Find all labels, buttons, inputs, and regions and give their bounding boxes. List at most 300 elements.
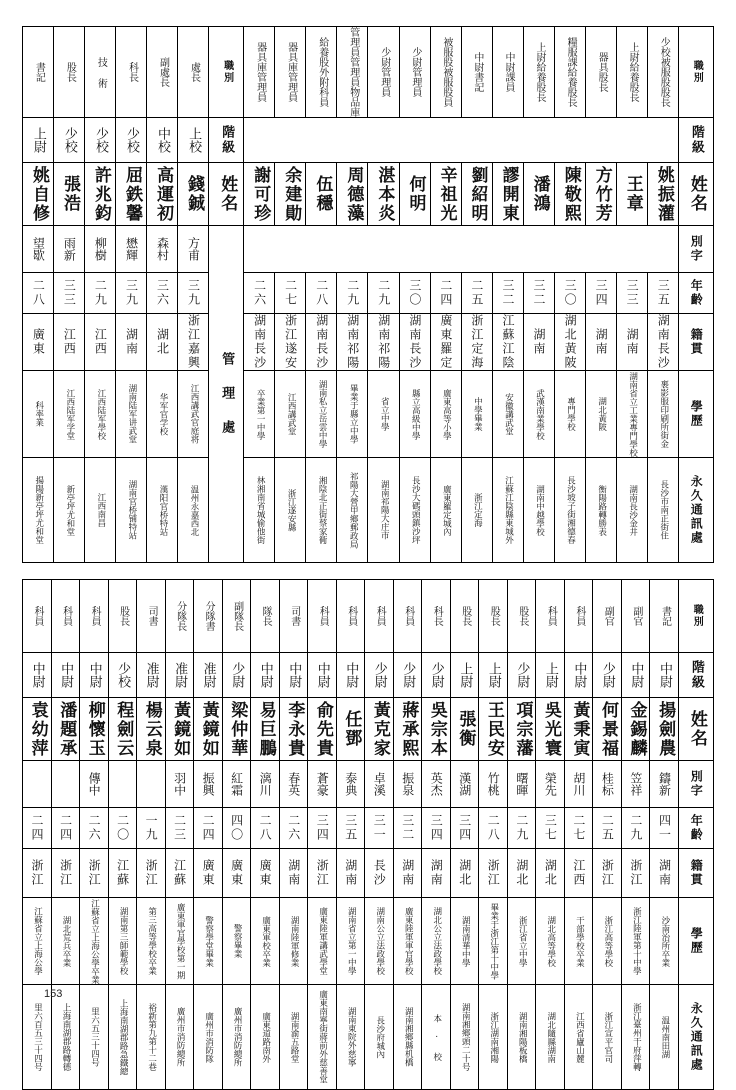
cell-alias: 桂标: [593, 761, 622, 808]
cell-age: 二九: [368, 273, 399, 314]
cell-name: 劉紹明: [461, 163, 492, 226]
row-label-address-right: 永久通訊處: [679, 458, 714, 563]
cell-name: 錢鋮: [178, 163, 209, 226]
cell-address: 浙江湖南湘陽: [479, 985, 508, 1090]
row-label-title-right: 職別: [679, 580, 714, 653]
cell-age: 二五: [461, 273, 492, 314]
cell-address: 上海南湖郡路急鐵總: [108, 985, 137, 1090]
cell-address: 温州永嘉西北: [178, 458, 209, 563]
cell-address: 湖南長沙金井: [616, 458, 647, 563]
cell-origin: 湖北: [536, 849, 565, 898]
cell-rank: 中尉: [23, 653, 52, 698]
cell-title: 科長: [116, 27, 147, 118]
cell-rank: 上尉: [23, 118, 54, 163]
cell-address: 本 · 校: [422, 985, 451, 1090]
table-row: [23, 849, 714, 898]
cell-address: 湖南湘鄉頭二十号: [450, 985, 479, 1090]
cell-rank: 中尉: [650, 653, 679, 698]
cell-age: 三二: [523, 273, 554, 314]
cell-school: 廣東軍官學校第一期: [165, 898, 194, 985]
cell-school: 湖南陆军讲武堂: [116, 371, 147, 458]
cell-address: 湖南湘鄉縣机橋: [393, 985, 422, 1090]
cell-title: 技 術: [85, 27, 116, 118]
cell-title: 司書: [279, 580, 308, 653]
cell-origin: 廣東: [194, 849, 223, 898]
cell-age: 三九: [116, 273, 147, 314]
cell-address: 長沙府城內: [365, 985, 394, 1090]
cell-title: 處長: [178, 27, 209, 118]
row-label-rank: 階級: [209, 118, 244, 163]
cell-age: 三二: [393, 808, 422, 849]
cell-address: 廣州市消防總所: [222, 985, 251, 1090]
cell-age: 二九: [621, 808, 650, 849]
cell-age: 二九: [507, 808, 536, 849]
cell-name: 何明: [399, 163, 430, 226]
cell-name: 張衡: [450, 698, 479, 761]
cell-title: 股長: [54, 27, 85, 118]
cell-age: 二七: [275, 273, 306, 314]
cell-name: 袁幼萍: [23, 698, 52, 761]
cell-address: 廣州市消防總所: [165, 985, 194, 1090]
cell-rank: 少校: [116, 118, 147, 163]
page-number: 153: [44, 988, 63, 1000]
cell-alias: 雨新: [54, 226, 85, 273]
cell-rank: 中校: [147, 118, 178, 163]
cell-title: 科員: [393, 580, 422, 653]
cell-title: 副處長: [147, 27, 178, 118]
table-gap: [22, 563, 714, 579]
cell-name: 黃鏡如: [194, 698, 223, 761]
cell-name: 方竹芳: [585, 163, 616, 226]
row-label-name-right: 姓名: [679, 698, 714, 761]
cell-title: 上尉給養股長: [523, 27, 554, 118]
cell-age: 三五: [336, 808, 365, 849]
table-row: [23, 118, 714, 163]
cell-address: 湖南官桥铺特站: [116, 458, 147, 563]
cell-alias: 望歇: [23, 226, 54, 273]
cell-school: 警察畢業: [222, 898, 251, 985]
cell-origin: 長沙: [365, 849, 394, 898]
cell-name: 項宗藩: [507, 698, 536, 761]
cell-name: 吳宗本: [422, 698, 451, 761]
cell-rank: 少尉: [593, 653, 622, 698]
row-label-title-right: 職別: [679, 27, 714, 118]
cell-title: 股長: [450, 580, 479, 653]
cell-age: 三二: [492, 273, 523, 314]
table-row: [23, 898, 714, 985]
cell-rank: 少尉: [222, 653, 251, 698]
cell-age: 三〇: [554, 273, 585, 314]
cell-age: 二八: [306, 273, 337, 314]
cell-school: 專門學校: [554, 371, 585, 458]
cell-name: 程劍云: [108, 698, 137, 761]
cell-address: 廣東南寧街蔣前外慈善堂: [308, 985, 337, 1090]
cell-title: 中尉課員: [492, 27, 523, 118]
cell-name: 潘題承: [51, 698, 80, 761]
cell-school: 湖南省立工業專門學校: [616, 371, 647, 458]
cell-name: 周德藻: [337, 163, 368, 226]
cell-origin: 浙江定海: [461, 314, 492, 371]
table-row: [23, 163, 714, 226]
cell-address: 長沙大碼頭鎮沙坪: [399, 458, 430, 563]
cell-origin: 浙江遂安: [275, 314, 306, 371]
cell-school: 湖南私立岳雲中學: [306, 371, 337, 458]
cell-origin: 浙江: [479, 849, 508, 898]
cell-age: 四一: [650, 808, 679, 849]
cell-rank-merged: [244, 118, 679, 163]
cell-origin: 江西: [54, 314, 85, 371]
cell-address: 湖北隨縣湖南: [536, 985, 565, 1090]
cell-alias: 森村: [147, 226, 178, 273]
cell-origin: 廣東羅定: [430, 314, 461, 371]
cell-alias: 泰典: [336, 761, 365, 808]
cell-alias: 卓溪: [365, 761, 394, 808]
cell-origin: 湖南: [422, 849, 451, 898]
cell-origin: 廣東: [222, 849, 251, 898]
cell-origin: 湖南: [116, 314, 147, 371]
cell-school: 江西陆军學校: [85, 371, 116, 458]
cell-rank: 少校: [85, 118, 116, 163]
cell-age: 三三: [54, 273, 85, 314]
roster-table-top: [22, 26, 714, 563]
cell-age: 三四: [585, 273, 616, 314]
cell-rank: 中尉: [51, 653, 80, 698]
cell-origin: 浙江嘉興: [178, 314, 209, 371]
cell-school: 安徽講武堂: [492, 371, 523, 458]
cell-alias: 振興: [194, 761, 223, 808]
cell-origin: 湖南: [523, 314, 554, 371]
cell-origin: 湖北: [507, 849, 536, 898]
cell-title: 副官: [621, 580, 650, 653]
cell-name: 梁仲華: [222, 698, 251, 761]
cell-rank: 上尉: [450, 653, 479, 698]
cell-age: 三一: [365, 808, 394, 849]
cell-school: 江西講武官庭将: [178, 371, 209, 458]
row-label-alias-right: 別字: [679, 761, 714, 808]
row-label-origin-right: 籍貫: [679, 314, 714, 371]
cell-rank: 中尉: [564, 653, 593, 698]
cell-address: 浙江定海: [461, 458, 492, 563]
cell-title: 分隊書: [194, 580, 223, 653]
cell-title: 少校被服股股長: [647, 27, 678, 118]
cell-age: 二六: [80, 808, 109, 849]
cell-alias: 春英: [279, 761, 308, 808]
row-label-alias-right: 別字: [679, 226, 714, 273]
cell-age: 二九: [85, 273, 116, 314]
cell-address: 廣東羅定城內: [430, 458, 461, 563]
table-row: [23, 273, 714, 314]
cell-rank: 中尉: [336, 653, 365, 698]
cell-origin: 江蘇: [108, 849, 137, 898]
cell-age: 二六: [279, 808, 308, 849]
row-label-age-right: 年齡: [679, 273, 714, 314]
cell-title: 司書: [137, 580, 166, 653]
cell-origin: 浙江: [308, 849, 337, 898]
cell-title: 科員: [536, 580, 565, 653]
cell-alias: 柳樹: [85, 226, 116, 273]
cell-name: 姚自修: [23, 163, 54, 226]
cell-school: 縣立高級中學: [399, 371, 430, 458]
cell-title: 股長: [108, 580, 137, 653]
cell-address: 長沙市南正街住: [647, 458, 678, 563]
cell-origin: 湖北黃陂: [554, 314, 585, 371]
cell-alias: 懋輝: [116, 226, 147, 273]
cell-name: 黃克家: [365, 698, 394, 761]
cell-rank: 少尉: [393, 653, 422, 698]
cell-origin: 湖南長沙: [306, 314, 337, 371]
cell-address: 廣東道路南外: [251, 985, 280, 1090]
cell-rank: 准尉: [194, 653, 223, 698]
cell-address: 祁陽大營甲鄉郵政局: [337, 458, 368, 563]
cell-school: 浙江省立中學: [507, 898, 536, 985]
cell-origin: 浙江: [593, 849, 622, 898]
table-row: [23, 761, 714, 808]
cell-title: 少尉管理員: [368, 27, 399, 118]
cell-title: 書記: [650, 580, 679, 653]
row-label-name-right: 姓名: [679, 163, 714, 226]
cell-origin: 湖南: [279, 849, 308, 898]
cell-address: 裕新第九第十二巷: [137, 985, 166, 1090]
cell-school: 裹影服印刷所街金: [647, 371, 678, 458]
cell-school: 江蘇省立上海公學卒業: [80, 898, 109, 985]
cell-alias-merged: [244, 226, 679, 273]
cell-address: 長沙坡子街湘德春: [554, 458, 585, 563]
cell-age: 二八: [479, 808, 508, 849]
table-row: [23, 808, 714, 849]
cell-title: 器具庫管理員: [244, 27, 275, 118]
cell-age: 三四: [450, 808, 479, 849]
cell-name: 柳懷玉: [80, 698, 109, 761]
cell-origin: 湖南長沙: [244, 314, 275, 371]
cell-alias: 蒼豪: [308, 761, 337, 808]
cell-rank: 中尉: [308, 653, 337, 698]
cell-address: 湖南祁陽大庄市: [368, 458, 399, 563]
cell-title: 副官: [593, 580, 622, 653]
table-row: [23, 314, 714, 371]
cell-name: 謬開東: [492, 163, 523, 226]
cell-origin: 浙江: [80, 849, 109, 898]
cell-age: 二〇: [108, 808, 137, 849]
cell-origin: 湖南祁陽: [337, 314, 368, 371]
cell-name: 何景福: [593, 698, 622, 761]
cell-age: 二七: [564, 808, 593, 849]
cell-school: 沙南治所卒業: [650, 898, 679, 985]
row-label-origin-right: 籍貫: [679, 849, 714, 898]
cell-address: 里六百五三十四号: [23, 985, 52, 1090]
cell-origin: 浙江: [137, 849, 166, 898]
cell-school: 廣東軍校卒業: [251, 898, 280, 985]
cell-alias: 榮先: [536, 761, 565, 808]
cell-age: 二八: [23, 273, 54, 314]
cell-name: 潘鴻: [523, 163, 554, 226]
cell-school: 第三高等學校卒業: [137, 898, 166, 985]
cell-name: 屈鉄馨: [116, 163, 147, 226]
cell-address: 漢阳官桥特站: [147, 458, 178, 563]
cell-title: 器具股長: [585, 27, 616, 118]
cell-alias: [137, 761, 166, 808]
cell-school: 廣東高等小學: [430, 371, 461, 458]
cell-title: 中尉書記: [461, 27, 492, 118]
cell-title: 書記: [23, 27, 54, 118]
cell-name: 伍穩: [306, 163, 337, 226]
cell-name: 揚劍農: [650, 698, 679, 761]
cell-address: 湖南中越學校: [523, 458, 554, 563]
cell-rank: 少尉: [365, 653, 394, 698]
cell-address: 温州南田湖: [650, 985, 679, 1090]
cell-alias: 羽中: [165, 761, 194, 808]
cell-school: 畢業于縣立中學: [337, 371, 368, 458]
table-row: [23, 27, 714, 118]
cell-address: 浙江宣平官司: [593, 985, 622, 1090]
cell-address: 揚陽新亭坪尤和堂: [23, 458, 54, 563]
cell-title: 管理員管理員物品庫: [337, 27, 368, 118]
cell-age: 二六: [244, 273, 275, 314]
cell-age: 二五: [593, 808, 622, 849]
cell-rank: 中尉: [279, 653, 308, 698]
cell-title: 副隊長: [222, 580, 251, 653]
cell-alias: [108, 761, 137, 808]
cell-origin: 湖南: [585, 314, 616, 371]
cell-school: 武漢南業學校: [523, 371, 554, 458]
cell-school: 浙江陸軍第十中學: [621, 898, 650, 985]
cell-origin: 江西: [85, 314, 116, 371]
cell-school: 湖北荒兵卒業: [51, 898, 80, 985]
cell-name: 姚振灌: [647, 163, 678, 226]
cell-name: 張浩: [54, 163, 85, 226]
cell-rank: 少校: [108, 653, 137, 698]
cell-school: 湖北高等學校: [536, 898, 565, 985]
cell-school: 湖南陸軍修業: [279, 898, 308, 985]
cell-name: 蔣承熙: [393, 698, 422, 761]
cell-alias: 英杰: [422, 761, 451, 808]
cell-origin: 浙江: [621, 849, 650, 898]
cell-title: 分隊長: [165, 580, 194, 653]
cell-name: 許兆鈞: [85, 163, 116, 226]
cell-origin: 廣東: [23, 314, 54, 371]
cell-rank: 上尉: [536, 653, 565, 698]
cell-origin: 湖南長沙: [399, 314, 430, 371]
cell-name: 楊云泉: [137, 698, 166, 761]
cell-school: 中學畢業: [461, 371, 492, 458]
row-label-school-right: 學歷: [679, 898, 714, 985]
cell-title: 被服股被服股員: [430, 27, 461, 118]
cell-address: 里六五三十四号: [80, 985, 109, 1090]
cell-origin: 浙江: [23, 849, 52, 898]
cell-school: 江西講武堂: [275, 371, 306, 458]
cell-address: 湖南東院外慈寧: [336, 985, 365, 1090]
cell-title: 科員: [336, 580, 365, 653]
cell-name: 任鄧: [336, 698, 365, 761]
cell-name: 謝可珍: [244, 163, 275, 226]
cell-name: 俞先貴: [308, 698, 337, 761]
row-label-school-right: 學歷: [679, 371, 714, 458]
cell-address: 湖南渝五路堂: [279, 985, 308, 1090]
cell-address: 廣州市消防隊: [194, 985, 223, 1090]
cell-rank: 上尉: [479, 653, 508, 698]
cell-alias: 竹桃: [479, 761, 508, 808]
row-label-rank-right: 階級: [679, 118, 714, 163]
cell-age: 二九: [337, 273, 368, 314]
cell-origin: 湖南: [650, 849, 679, 898]
cell-school: 湖南第三師範學校: [108, 898, 137, 985]
cell-title: 科員: [80, 580, 109, 653]
cell-title: 少尉管理員: [399, 27, 430, 118]
table-row: [23, 698, 714, 761]
cell-age: 三四: [308, 808, 337, 849]
cell-alias: [23, 761, 52, 808]
cell-address: 浙江臺州干府萍轉: [621, 985, 650, 1090]
cell-age: 三四: [422, 808, 451, 849]
roster-table-bottom: [22, 579, 714, 1090]
row-label-title: 職別: [209, 27, 244, 118]
cell-rank: 少尉: [422, 653, 451, 698]
cell-origin: 江蘇江陰: [492, 314, 523, 371]
cell-alias: 鑄新: [650, 761, 679, 808]
cell-school: 华军官学校: [147, 371, 178, 458]
cell-origin: 湖北: [450, 849, 479, 898]
cell-age: 三七: [536, 808, 565, 849]
cell-title: 科員: [51, 580, 80, 653]
cell-age: 三六: [147, 273, 178, 314]
cell-origin: 湖南: [336, 849, 365, 898]
cell-rank: 准尉: [137, 653, 166, 698]
cell-school: 浙江高等學校: [593, 898, 622, 985]
cell-origin: 浙江: [51, 849, 80, 898]
cell-age: 二四: [430, 273, 461, 314]
cell-origin: 江西: [564, 849, 593, 898]
cell-title: 股長: [479, 580, 508, 653]
cell-name: 易巨鵬: [251, 698, 280, 761]
cell-school: 畢業于浙江第十中學: [479, 898, 508, 985]
cell-title: 科員: [308, 580, 337, 653]
cell-rank: 中尉: [621, 653, 650, 698]
cell-school: 湖南省立第一中學: [336, 898, 365, 985]
cell-title: 隊長: [251, 580, 280, 653]
cell-address: 衡陽路轉勝表: [585, 458, 616, 563]
cell-origin: 湖南祁陽: [368, 314, 399, 371]
cell-alias: 漓川: [251, 761, 280, 808]
management-label: 管 理 處: [209, 226, 244, 563]
cell-alias: 笠祥: [621, 761, 650, 808]
cell-origin: 湖南長沙: [647, 314, 678, 371]
cell-name: 辛祖光: [430, 163, 461, 226]
cell-title: 科員: [23, 580, 52, 653]
cell-age: 二四: [51, 808, 80, 849]
row-label-age-right: 年齡: [679, 808, 714, 849]
cell-alias: 振泉: [393, 761, 422, 808]
cell-age: 三九: [178, 273, 209, 314]
table-row: [23, 580, 714, 653]
cell-rank: 准尉: [165, 653, 194, 698]
cell-origin: 湖南: [616, 314, 647, 371]
row-label-name: 姓名: [209, 163, 244, 226]
cell-origin: 湖南: [393, 849, 422, 898]
cell-name: 高運初: [147, 163, 178, 226]
cell-school: 省立中學: [368, 371, 399, 458]
cell-name: 王民安: [479, 698, 508, 761]
cell-address: 江蘇江陰縣東城外: [492, 458, 523, 563]
cell-school: 湖北黃陂: [585, 371, 616, 458]
cell-origin: 湖北: [147, 314, 178, 371]
cell-address: 上海南湖郡路轉德: [51, 985, 80, 1090]
cell-school: 湖南清華中學: [450, 898, 479, 985]
cell-name: 陳敬熙: [554, 163, 585, 226]
row-label-address-right: 永久通訊處: [679, 985, 714, 1090]
cell-rank: 少校: [54, 118, 85, 163]
cell-address: 江西省廬山麓: [564, 985, 593, 1090]
cell-address: 林湘南省城偷他街: [244, 458, 275, 563]
cell-name: 李永貴: [279, 698, 308, 761]
